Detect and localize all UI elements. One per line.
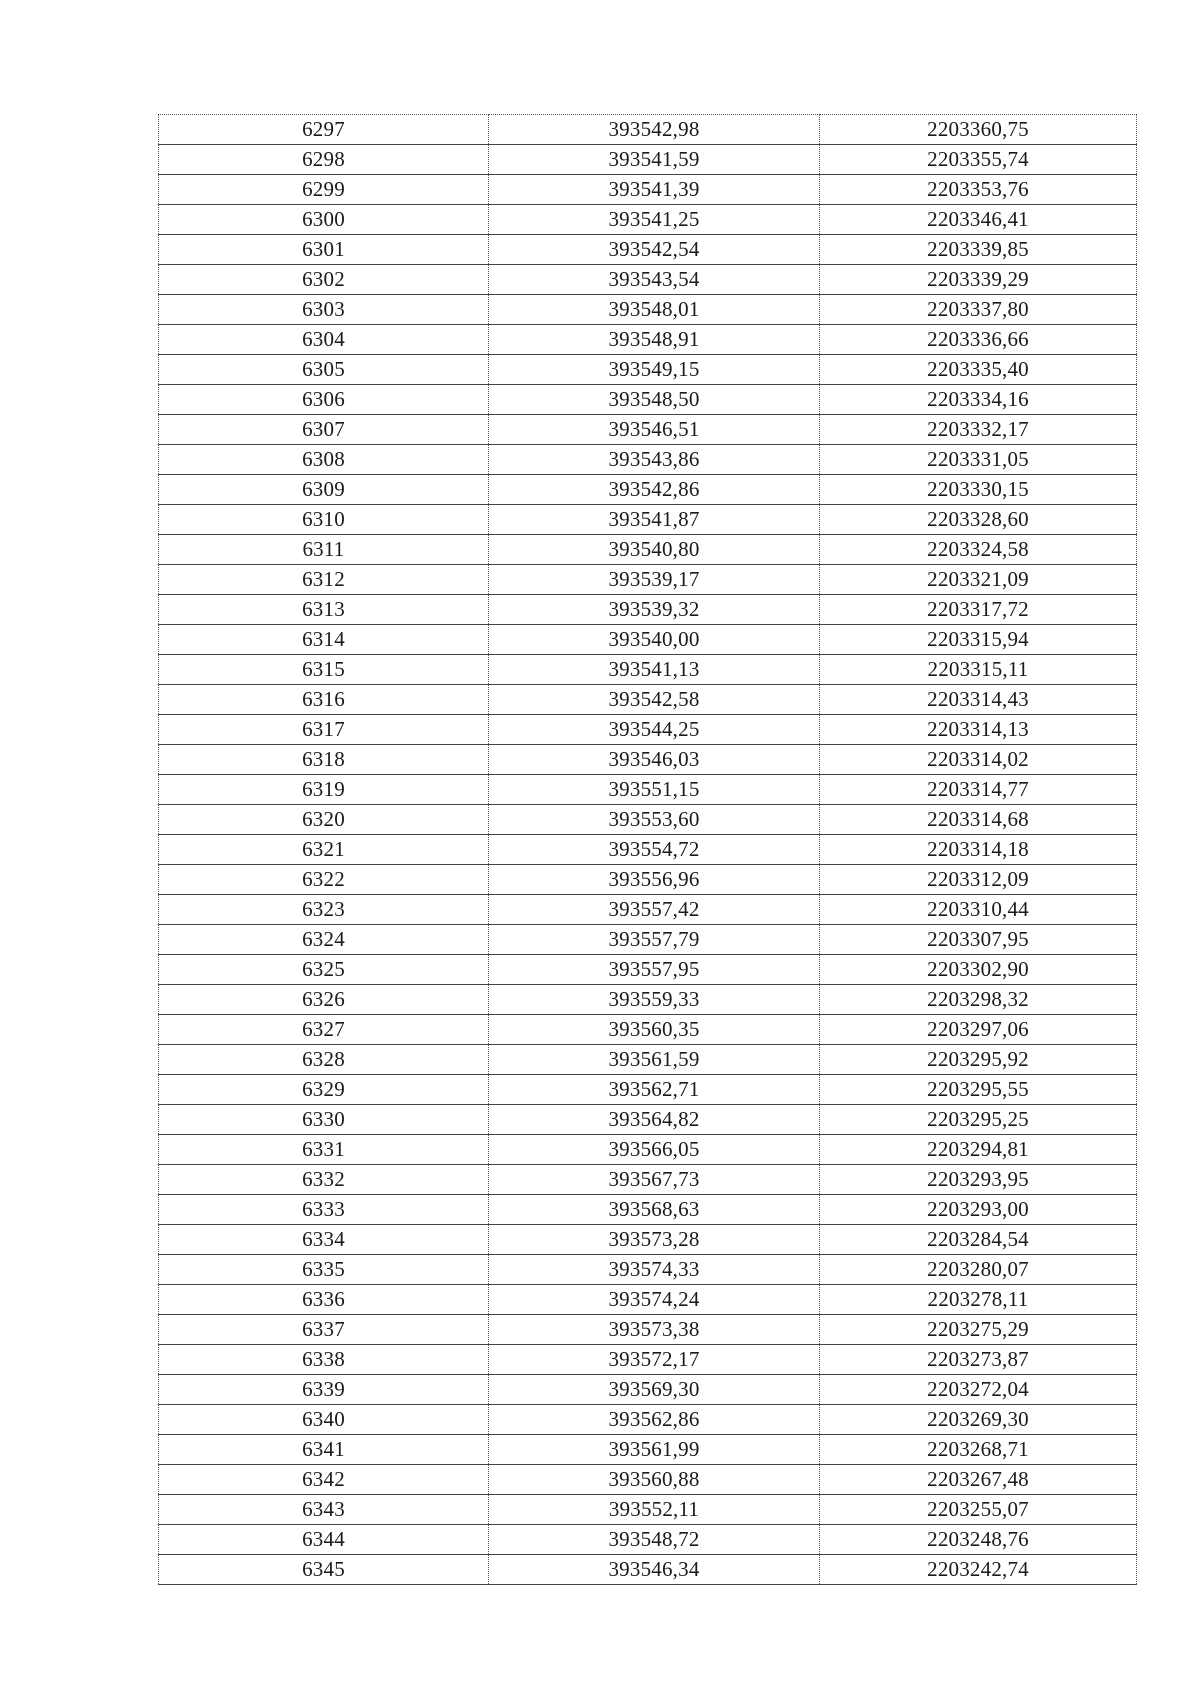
y-coordinate-cell: 2203295,55 — [820, 1075, 1137, 1105]
table-row — [159, 1105, 1137, 1135]
y-coordinate-cell: 2203272,04 — [820, 1375, 1137, 1405]
point-number-cell: 6314 — [159, 625, 489, 655]
y-coordinate-cell: 2203314,18 — [820, 835, 1137, 865]
table-row — [159, 715, 1137, 745]
x-coordinate-cell: 393572,17 — [489, 1345, 820, 1375]
y-coordinate-cell: 2203242,74 — [820, 1555, 1137, 1585]
x-coordinate-cell: 393556,96 — [489, 865, 820, 895]
table-row — [159, 565, 1137, 595]
x-coordinate-cell: 393542,86 — [489, 475, 820, 505]
table-row — [159, 1555, 1137, 1585]
table-row — [159, 385, 1137, 415]
point-number-cell: 6331 — [159, 1135, 489, 1165]
table-row — [159, 835, 1137, 865]
point-number-cell: 6304 — [159, 325, 489, 355]
x-coordinate-cell: 393557,95 — [489, 955, 820, 985]
table-row — [159, 535, 1137, 565]
table-row — [159, 325, 1137, 355]
y-coordinate-cell: 2203330,15 — [820, 475, 1137, 505]
x-coordinate-cell: 393562,86 — [489, 1405, 820, 1435]
table-row — [159, 1225, 1137, 1255]
x-coordinate-cell: 393573,38 — [489, 1315, 820, 1345]
x-coordinate-cell: 393569,30 — [489, 1375, 820, 1405]
point-number-cell: 6313 — [159, 595, 489, 625]
table-row — [159, 1045, 1137, 1075]
y-coordinate-cell: 2203268,71 — [820, 1435, 1137, 1465]
point-number-cell: 6297 — [159, 115, 489, 145]
table-row — [159, 865, 1137, 895]
x-coordinate-cell: 393557,79 — [489, 925, 820, 955]
x-coordinate-cell: 393561,99 — [489, 1435, 820, 1465]
y-coordinate-cell: 2203314,43 — [820, 685, 1137, 715]
y-coordinate-cell: 2203284,54 — [820, 1225, 1137, 1255]
y-coordinate-cell: 2203307,95 — [820, 925, 1137, 955]
point-number-cell: 6321 — [159, 835, 489, 865]
x-coordinate-cell: 393567,73 — [489, 1165, 820, 1195]
point-number-cell: 6342 — [159, 1465, 489, 1495]
x-coordinate-cell: 393554,72 — [489, 835, 820, 865]
point-number-cell: 6345 — [159, 1555, 489, 1585]
x-coordinate-cell: 393543,86 — [489, 445, 820, 475]
y-coordinate-cell: 2203346,41 — [820, 205, 1137, 235]
y-coordinate-cell: 2203332,17 — [820, 415, 1137, 445]
table-row — [159, 1435, 1137, 1465]
y-coordinate-cell: 2203336,66 — [820, 325, 1137, 355]
y-coordinate-cell: 2203293,00 — [820, 1195, 1137, 1225]
y-coordinate-cell: 2203315,94 — [820, 625, 1137, 655]
table-row — [159, 265, 1137, 295]
y-coordinate-cell: 2203317,72 — [820, 595, 1137, 625]
point-number-cell: 6315 — [159, 655, 489, 685]
table-row — [159, 955, 1137, 985]
y-coordinate-cell: 2203297,06 — [820, 1015, 1137, 1045]
table-row — [159, 1495, 1137, 1525]
x-coordinate-cell: 393539,32 — [489, 595, 820, 625]
x-coordinate-cell: 393540,80 — [489, 535, 820, 565]
point-number-cell: 6329 — [159, 1075, 489, 1105]
table-row — [159, 1465, 1137, 1495]
table-row — [159, 985, 1137, 1015]
x-coordinate-cell: 393542,58 — [489, 685, 820, 715]
y-coordinate-cell: 2203334,16 — [820, 385, 1137, 415]
x-coordinate-cell: 393548,91 — [489, 325, 820, 355]
point-number-cell: 6306 — [159, 385, 489, 415]
table-row — [159, 925, 1137, 955]
point-number-cell: 6309 — [159, 475, 489, 505]
point-number-cell: 6322 — [159, 865, 489, 895]
point-number-cell: 6319 — [159, 775, 489, 805]
point-number-cell: 6320 — [159, 805, 489, 835]
x-coordinate-cell: 393564,82 — [489, 1105, 820, 1135]
x-coordinate-cell: 393548,01 — [489, 295, 820, 325]
point-number-cell: 6327 — [159, 1015, 489, 1045]
point-number-cell: 6337 — [159, 1315, 489, 1345]
point-number-cell: 6325 — [159, 955, 489, 985]
table-row — [159, 475, 1137, 505]
point-number-cell: 6338 — [159, 1345, 489, 1375]
table-row — [159, 175, 1137, 205]
point-number-cell: 6308 — [159, 445, 489, 475]
table-row — [159, 205, 1137, 235]
point-number-cell: 6330 — [159, 1105, 489, 1135]
table-row — [159, 745, 1137, 775]
y-coordinate-cell: 2203255,07 — [820, 1495, 1137, 1525]
x-coordinate-cell: 393549,15 — [489, 355, 820, 385]
point-number-cell: 6311 — [159, 535, 489, 565]
x-coordinate-cell: 393562,71 — [489, 1075, 820, 1105]
table-row — [159, 145, 1137, 175]
x-coordinate-cell: 393548,50 — [489, 385, 820, 415]
y-coordinate-cell: 2203310,44 — [820, 895, 1137, 925]
point-number-cell: 6333 — [159, 1195, 489, 1225]
x-coordinate-cell: 393543,54 — [489, 265, 820, 295]
table-row — [159, 1015, 1137, 1045]
y-coordinate-cell: 2203269,30 — [820, 1405, 1137, 1435]
x-coordinate-cell: 393541,13 — [489, 655, 820, 685]
point-number-cell: 6316 — [159, 685, 489, 715]
point-number-cell: 6336 — [159, 1285, 489, 1315]
coordinates-table — [158, 114, 1137, 1585]
y-coordinate-cell: 2203275,29 — [820, 1315, 1137, 1345]
x-coordinate-cell: 393539,17 — [489, 565, 820, 595]
table-row — [159, 1075, 1137, 1105]
point-number-cell: 6328 — [159, 1045, 489, 1075]
x-coordinate-cell: 393541,87 — [489, 505, 820, 535]
y-coordinate-cell: 2203324,58 — [820, 535, 1137, 565]
y-coordinate-cell: 2203293,95 — [820, 1165, 1137, 1195]
table-row — [159, 775, 1137, 805]
table-row — [159, 415, 1137, 445]
x-coordinate-cell: 393542,98 — [489, 115, 820, 145]
x-coordinate-cell: 393546,34 — [489, 1555, 820, 1585]
y-coordinate-cell: 2203298,32 — [820, 985, 1137, 1015]
x-coordinate-cell: 393542,54 — [489, 235, 820, 265]
point-number-cell: 6299 — [159, 175, 489, 205]
table-row — [159, 1405, 1137, 1435]
point-number-cell: 6335 — [159, 1255, 489, 1285]
y-coordinate-cell: 2203280,07 — [820, 1255, 1137, 1285]
x-coordinate-cell: 393546,51 — [489, 415, 820, 445]
table-row — [159, 1165, 1137, 1195]
coordinates-table-body — [159, 115, 1137, 1585]
y-coordinate-cell: 2203314,77 — [820, 775, 1137, 805]
point-number-cell: 6303 — [159, 295, 489, 325]
point-number-cell: 6343 — [159, 1495, 489, 1525]
point-number-cell: 6332 — [159, 1165, 489, 1195]
x-coordinate-cell: 393551,15 — [489, 775, 820, 805]
table-row — [159, 445, 1137, 475]
x-coordinate-cell: 393573,28 — [489, 1225, 820, 1255]
y-coordinate-cell: 2203295,25 — [820, 1105, 1137, 1135]
point-number-cell: 6310 — [159, 505, 489, 535]
y-coordinate-cell: 2203267,48 — [820, 1465, 1137, 1495]
y-coordinate-cell: 2203314,68 — [820, 805, 1137, 835]
y-coordinate-cell: 2203360,75 — [820, 115, 1137, 145]
y-coordinate-cell: 2203321,09 — [820, 565, 1137, 595]
x-coordinate-cell: 393568,63 — [489, 1195, 820, 1225]
table-row — [159, 115, 1137, 145]
point-number-cell: 6305 — [159, 355, 489, 385]
y-coordinate-cell: 2203302,90 — [820, 955, 1137, 985]
table-row — [159, 1375, 1137, 1405]
point-number-cell: 6340 — [159, 1405, 489, 1435]
point-number-cell: 6301 — [159, 235, 489, 265]
point-number-cell: 6318 — [159, 745, 489, 775]
table-row — [159, 355, 1137, 385]
y-coordinate-cell: 2203337,80 — [820, 295, 1137, 325]
x-coordinate-cell: 393540,00 — [489, 625, 820, 655]
y-coordinate-cell: 2203273,87 — [820, 1345, 1137, 1375]
point-number-cell: 6334 — [159, 1225, 489, 1255]
y-coordinate-cell: 2203353,76 — [820, 175, 1137, 205]
x-coordinate-cell: 393566,05 — [489, 1135, 820, 1165]
x-coordinate-cell: 393557,42 — [489, 895, 820, 925]
x-coordinate-cell: 393561,59 — [489, 1045, 820, 1075]
y-coordinate-cell: 2203294,81 — [820, 1135, 1137, 1165]
table-row — [159, 655, 1137, 685]
y-coordinate-cell: 2203355,74 — [820, 145, 1137, 175]
x-coordinate-cell: 393546,03 — [489, 745, 820, 775]
table-row — [159, 235, 1137, 265]
x-coordinate-cell: 393541,25 — [489, 205, 820, 235]
y-coordinate-cell: 2203312,09 — [820, 865, 1137, 895]
table-row — [159, 1255, 1137, 1285]
y-coordinate-cell: 2203278,11 — [820, 1285, 1137, 1315]
y-coordinate-cell: 2203339,29 — [820, 265, 1137, 295]
table-row — [159, 595, 1137, 625]
x-coordinate-cell: 393574,24 — [489, 1285, 820, 1315]
table-row — [159, 295, 1137, 325]
point-number-cell: 6298 — [159, 145, 489, 175]
point-number-cell: 6339 — [159, 1375, 489, 1405]
table-row — [159, 1195, 1137, 1225]
point-number-cell: 6312 — [159, 565, 489, 595]
y-coordinate-cell: 2203295,92 — [820, 1045, 1137, 1075]
point-number-cell: 6300 — [159, 205, 489, 235]
point-number-cell: 6323 — [159, 895, 489, 925]
x-coordinate-cell: 393552,11 — [489, 1495, 820, 1525]
table-row — [159, 1135, 1137, 1165]
point-number-cell: 6341 — [159, 1435, 489, 1465]
x-coordinate-cell: 393574,33 — [489, 1255, 820, 1285]
x-coordinate-cell: 393560,35 — [489, 1015, 820, 1045]
x-coordinate-cell: 393548,72 — [489, 1525, 820, 1555]
point-number-cell: 6324 — [159, 925, 489, 955]
point-number-cell: 6317 — [159, 715, 489, 745]
table-row — [159, 895, 1137, 925]
table-row — [159, 505, 1137, 535]
y-coordinate-cell: 2203331,05 — [820, 445, 1137, 475]
y-coordinate-cell: 2203335,40 — [820, 355, 1137, 385]
table-row — [159, 1315, 1137, 1345]
table-row — [159, 685, 1137, 715]
table-row — [159, 625, 1137, 655]
y-coordinate-cell: 2203328,60 — [820, 505, 1137, 535]
x-coordinate-cell: 393541,39 — [489, 175, 820, 205]
table-row — [159, 1525, 1137, 1555]
y-coordinate-cell: 2203248,76 — [820, 1525, 1137, 1555]
table-row — [159, 805, 1137, 835]
y-coordinate-cell: 2203314,02 — [820, 745, 1137, 775]
y-coordinate-cell: 2203315,11 — [820, 655, 1137, 685]
table-row — [159, 1345, 1137, 1375]
table-row — [159, 1285, 1137, 1315]
y-coordinate-cell: 2203339,85 — [820, 235, 1137, 265]
y-coordinate-cell: 2203314,13 — [820, 715, 1137, 745]
point-number-cell: 6326 — [159, 985, 489, 1015]
x-coordinate-cell: 393560,88 — [489, 1465, 820, 1495]
x-coordinate-cell: 393541,59 — [489, 145, 820, 175]
point-number-cell: 6344 — [159, 1525, 489, 1555]
point-number-cell: 6307 — [159, 415, 489, 445]
x-coordinate-cell: 393553,60 — [489, 805, 820, 835]
point-number-cell: 6302 — [159, 265, 489, 295]
x-coordinate-cell: 393544,25 — [489, 715, 820, 745]
x-coordinate-cell: 393559,33 — [489, 985, 820, 1015]
